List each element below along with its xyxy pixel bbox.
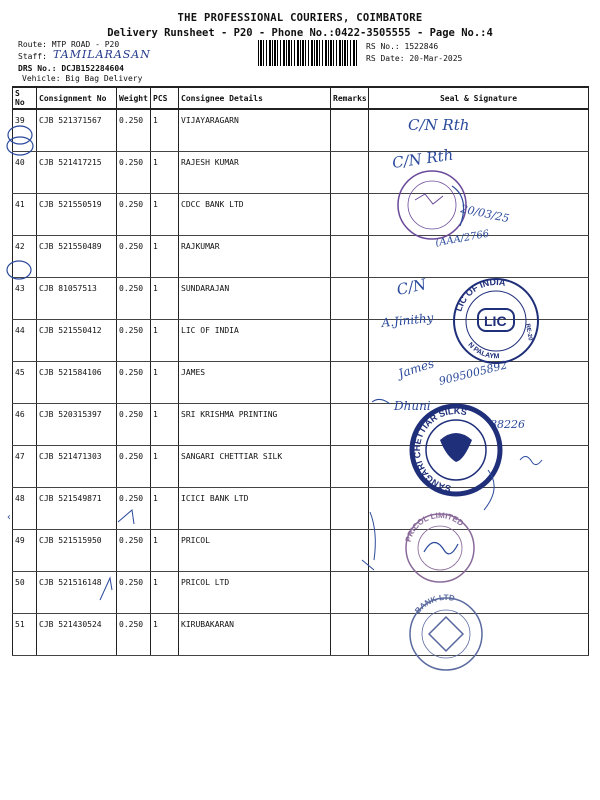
vehicle-label: Vehicle: Big Bag Delivery <box>22 74 143 83</box>
table-row <box>13 404 589 446</box>
cell-consignee: VIJAYARAGARN <box>179 109 331 152</box>
cell-seal-signature <box>369 194 589 236</box>
cell-remarks <box>331 488 369 530</box>
handwriting-45-name: James <box>396 356 436 381</box>
cell-consignment-no: CJB 521371567 <box>37 109 117 152</box>
cell-consignment-no: CJB 521550412 <box>37 320 117 362</box>
cell-weight: 0.250 <box>117 572 151 614</box>
cell-consignee: SANGARI CHETTIAR SILK <box>179 446 331 488</box>
lic-stamp-side-text: RE-20 <box>524 323 533 342</box>
cell-consignment-no: CJB 520315397 <box>37 404 117 446</box>
cell-sno: 41 <box>13 194 37 236</box>
cell-consignee: SRI KRISHMA PRINTING <box>179 404 331 446</box>
cell-remarks <box>331 362 369 404</box>
cell-weight: 0.250 <box>117 362 151 404</box>
table-body <box>13 109 589 656</box>
cell-pcs: 1 <box>151 194 179 236</box>
table-row <box>13 530 589 572</box>
cell-seal-signature <box>369 488 589 530</box>
rs-date: RS Date: 20-Mar-2025 <box>366 54 463 63</box>
bank-stamp-text: BANK LTD <box>413 592 456 616</box>
cell-consignment-no: CJB 521550489 <box>37 236 117 278</box>
cell-remarks <box>331 278 369 320</box>
cell-weight: 0.250 <box>117 488 151 530</box>
table-row <box>13 320 589 362</box>
cell-seal-signature <box>369 614 589 656</box>
table-row <box>13 152 589 194</box>
cell-weight: 0.250 <box>117 194 151 236</box>
cell-consignee: RAJESH KUMAR <box>179 152 331 194</box>
cell-pcs: 1 <box>151 320 179 362</box>
cell-weight: 0.250 <box>117 404 151 446</box>
cell-sno: 50 <box>13 572 37 614</box>
cell-remarks <box>331 152 369 194</box>
cell-consignment-no: CJB 521550519 <box>37 194 117 236</box>
col-header-pcs: PCS <box>151 87 179 109</box>
cell-weight: 0.250 <box>117 278 151 320</box>
route-label: Route: MTP ROAD - P20 <box>18 40 120 49</box>
cell-pcs: 1 <box>151 614 179 656</box>
table-row <box>13 446 589 488</box>
cell-remarks <box>331 320 369 362</box>
cell-sno: 42 <box>13 236 37 278</box>
cell-pcs: 1 <box>151 109 179 152</box>
handwriting-47: 88226 <box>490 418 525 431</box>
cell-weight: 0.250 <box>117 320 151 362</box>
cell-consignee: JAMES <box>179 362 331 404</box>
cell-seal-signature <box>369 446 589 488</box>
handwriting-42: (AAA/2766 <box>434 228 491 249</box>
cell-consignment-no: CJB 521584106 <box>37 362 117 404</box>
cell-remarks <box>331 614 369 656</box>
cell-consignee: PRICOL <box>179 530 331 572</box>
cell-consignee: ICICI BANK LTD <box>179 488 331 530</box>
cell-remarks <box>331 194 369 236</box>
lic-stamp-bottom-text: N PALAYM <box>466 341 500 361</box>
cell-weight: 0.250 <box>117 446 151 488</box>
cell-sno: 43 <box>13 278 37 320</box>
cell-pcs: 1 <box>151 152 179 194</box>
lic-stamp-logo: LIC <box>484 313 507 329</box>
cell-consignment-no: CJB 521471303 <box>37 446 117 488</box>
table-header-row <box>13 87 589 109</box>
cell-pcs: 1 <box>151 488 179 530</box>
cell-weight: 0.250 <box>117 236 151 278</box>
cell-seal-signature <box>369 320 589 362</box>
staff-signature: TAMILARASAN <box>53 48 151 61</box>
cell-remarks <box>331 530 369 572</box>
cell-consignee: CDCC BANK LTD <box>179 194 331 236</box>
cell-pcs: 1 <box>151 278 179 320</box>
cell-consignment-no: CJB 521516148 <box>37 572 117 614</box>
table-row <box>13 109 589 152</box>
cell-seal-signature <box>369 362 589 404</box>
col-header-consignment: Consignment No <box>37 87 117 109</box>
handwriting-46: Dhuni <box>394 399 431 413</box>
cell-consignment-no: CJB 81057513 <box>37 278 117 320</box>
col-header-weight: Weight <box>117 87 151 109</box>
cell-weight: 0.250 <box>117 530 151 572</box>
cell-pcs: 1 <box>151 404 179 446</box>
drs-number: DRS No.: DCJB152284604 <box>18 64 124 73</box>
cell-weight: 0.250 <box>117 109 151 152</box>
cell-consignee: KIRUBAKARAN <box>179 614 331 656</box>
runsheet-title: THE PROFESSIONAL COURIERS, COIMBATORE <box>177 12 423 24</box>
cell-sno: 45 <box>13 362 37 404</box>
cell-consignee: SUNDARAJAN <box>179 278 331 320</box>
cell-sno: 39 <box>13 109 37 152</box>
staff-label: Staff: <box>18 52 47 61</box>
table-row <box>13 278 589 320</box>
table-row <box>13 614 589 656</box>
pricol-stamp-text: PRICOL LIMITED <box>403 510 466 543</box>
cell-consignment-no: CJB 521515950 <box>37 530 117 572</box>
cell-remarks <box>331 236 369 278</box>
sangari-stamp-text: SANGARI CHETTIAR SILKS <box>411 405 468 494</box>
cell-seal-signature <box>369 109 589 152</box>
cell-consignment-no: CJB 521417215 <box>37 152 117 194</box>
cell-seal-signature <box>369 236 589 278</box>
col-header-remarks: Remarks <box>331 87 369 109</box>
cell-sno: 48 <box>13 488 37 530</box>
cell-seal-signature <box>369 404 589 446</box>
svg-text:‹: ‹ <box>6 512 13 523</box>
table-row <box>13 362 589 404</box>
cell-seal-signature <box>369 530 589 572</box>
table-row <box>13 194 589 236</box>
cell-weight: 0.250 <box>117 614 151 656</box>
cell-remarks <box>331 109 369 152</box>
handwriting-44: A.Jinithy <box>380 310 435 330</box>
cell-consignment-no: CJB 521549871 <box>37 488 117 530</box>
col-header-sno: S No <box>13 87 37 109</box>
handwriting-45-phone: 9095005892 <box>437 358 509 388</box>
lic-stamp-top-text: LIC OF INDIA <box>453 276 507 313</box>
cell-consignment-no: CJB 521430524 <box>37 614 117 656</box>
cell-sno: 47 <box>13 446 37 488</box>
cell-seal-signature <box>369 152 589 194</box>
cell-pcs: 1 <box>151 446 179 488</box>
handwriting-43: C/N <box>395 275 428 299</box>
handwriting-41-date: 20/03/25 <box>459 202 511 226</box>
cell-seal-signature <box>369 572 589 614</box>
cell-sno: 40 <box>13 152 37 194</box>
cell-consignee: LIC OF INDIA <box>179 320 331 362</box>
col-header-consignee: Consignee Details <box>179 87 331 109</box>
rs-number: RS No.: 1522846 <box>366 42 439 51</box>
cell-pcs: 1 <box>151 236 179 278</box>
cell-remarks <box>331 572 369 614</box>
barcode <box>258 40 358 66</box>
cell-seal-signature <box>369 278 589 320</box>
col-header-seal: Seal & Signature <box>369 87 589 109</box>
cell-pcs: 1 <box>151 530 179 572</box>
cell-sno: 51 <box>13 614 37 656</box>
cell-sno: 44 <box>13 320 37 362</box>
handwriting-40: C/N Rth <box>391 145 455 172</box>
cell-pcs: 1 <box>151 362 179 404</box>
table-row <box>13 236 589 278</box>
cell-sno: 49 <box>13 530 37 572</box>
cell-remarks <box>331 446 369 488</box>
cell-consignee: PRICOL LTD <box>179 572 331 614</box>
runsheet-table <box>12 86 589 656</box>
table-row <box>13 572 589 614</box>
cell-consignee: RAJKUMAR <box>179 236 331 278</box>
cell-pcs: 1 <box>151 572 179 614</box>
cell-remarks <box>331 404 369 446</box>
table-row <box>13 488 589 530</box>
cell-weight: 0.250 <box>117 152 151 194</box>
handwriting-39: C/N Rth <box>408 116 470 134</box>
cell-sno: 46 <box>13 404 37 446</box>
runsheet-subtitle: Delivery Runsheet - P20 - Phone No.:0422-3505555 - Page No.:4 <box>107 27 493 39</box>
